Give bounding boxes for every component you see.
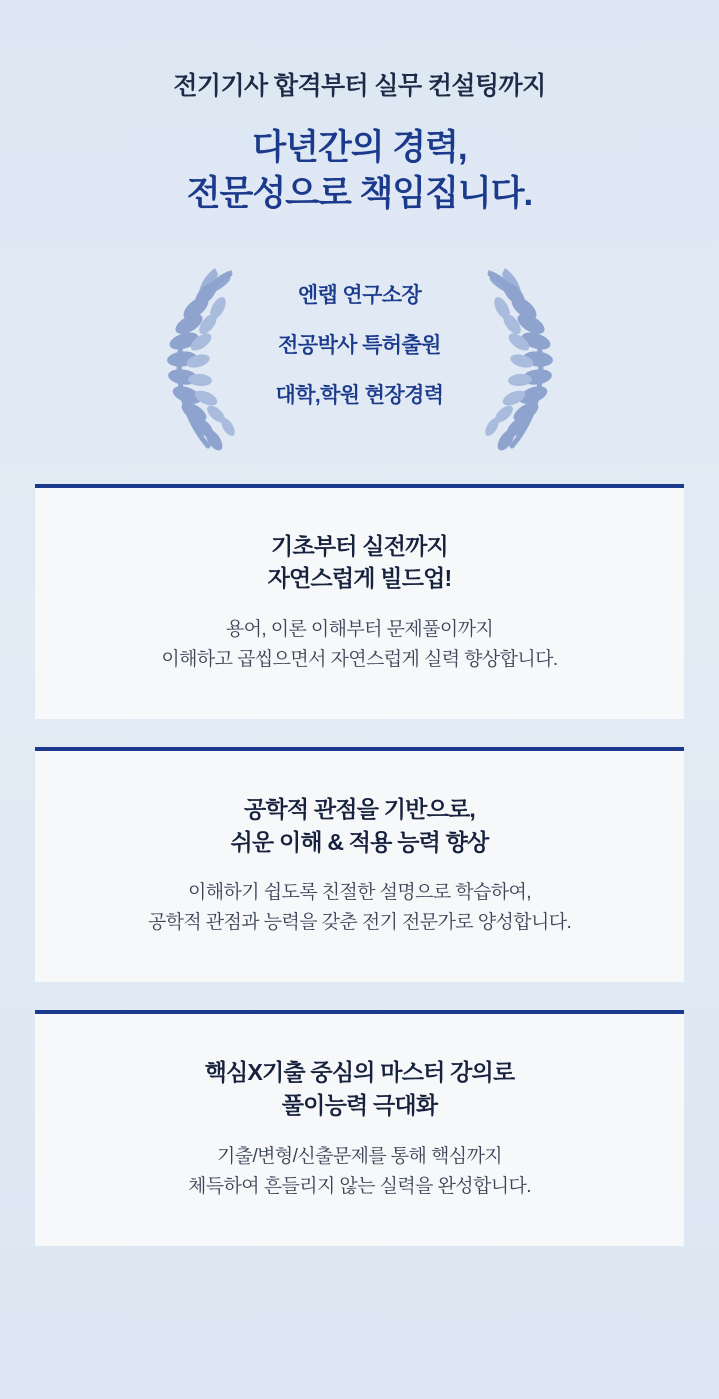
feature-card-desc-line-1: 이해하기 쉽도록 친절한 설명으로 학습하여, — [188, 882, 531, 904]
feature-card — [35, 1010, 684, 1245]
credentials-list — [150, 284, 570, 407]
hero-title-line-2: 전문성으로 책임집니다. — [186, 174, 533, 214]
credential-item: 엔랩 연구소장 — [297, 283, 422, 307]
page-title — [0, 125, 719, 218]
hero-title-line-1: 다년간의 경력, — [252, 127, 467, 167]
credential-item: 전공박사 특허출원 — [278, 333, 441, 357]
feature-card-title-line-2: 쉬운 이해 & 적용 능력 향상 — [230, 828, 489, 855]
feature-card-desc-line-2: 공학적 관점과 능력을 갖춘 전기 전문가로 양성합니다. — [147, 912, 572, 934]
feature-card-description — [55, 615, 664, 675]
feature-card-title-line-1: 기초부터 실전까지 — [271, 532, 448, 559]
feature-card — [35, 747, 684, 982]
feature-card-description — [55, 878, 664, 938]
feature-card-desc-line-2: 체득하여 흔들리지 않는 실력을 완성합니다. — [188, 1175, 531, 1197]
feature-card-description — [55, 1142, 664, 1202]
feature-card-title-line-2: 자연스럽게 빌드업! — [267, 565, 452, 592]
feature-card-desc-line-1: 용어, 이론 이해부터 문제풀이까지 — [225, 618, 494, 640]
hero-eyebrow: 전기기사 합격부터 실무 컨설팅까지 — [173, 72, 546, 100]
bottom-spacer — [0, 1246, 719, 1318]
feature-card-title-line-1: 공학적 관점을 기반으로, — [244, 795, 475, 822]
hero-section — [0, 0, 719, 218]
feature-card-desc-line-1: 기출/변형/신출문제를 통해 핵심까지 — [216, 1145, 503, 1167]
feature-card — [35, 484, 684, 719]
feature-card-title — [55, 793, 664, 858]
feature-card-title — [55, 1056, 664, 1121]
credentials-badge — [150, 256, 570, 456]
feature-card-title-line-1: 핵심X기출 중심의 마스터 강의로 — [204, 1059, 515, 1086]
feature-card-list — [35, 484, 684, 1246]
feature-card-desc-line-2: 이해하고 곱씹으면서 자연스럽게 실력 향상합니다. — [161, 648, 558, 670]
feature-card-title-line-2: 풀이능력 극대화 — [281, 1091, 438, 1118]
credential-item: 대학,학원 현장경력 — [275, 383, 444, 407]
feature-card-title — [55, 530, 664, 595]
